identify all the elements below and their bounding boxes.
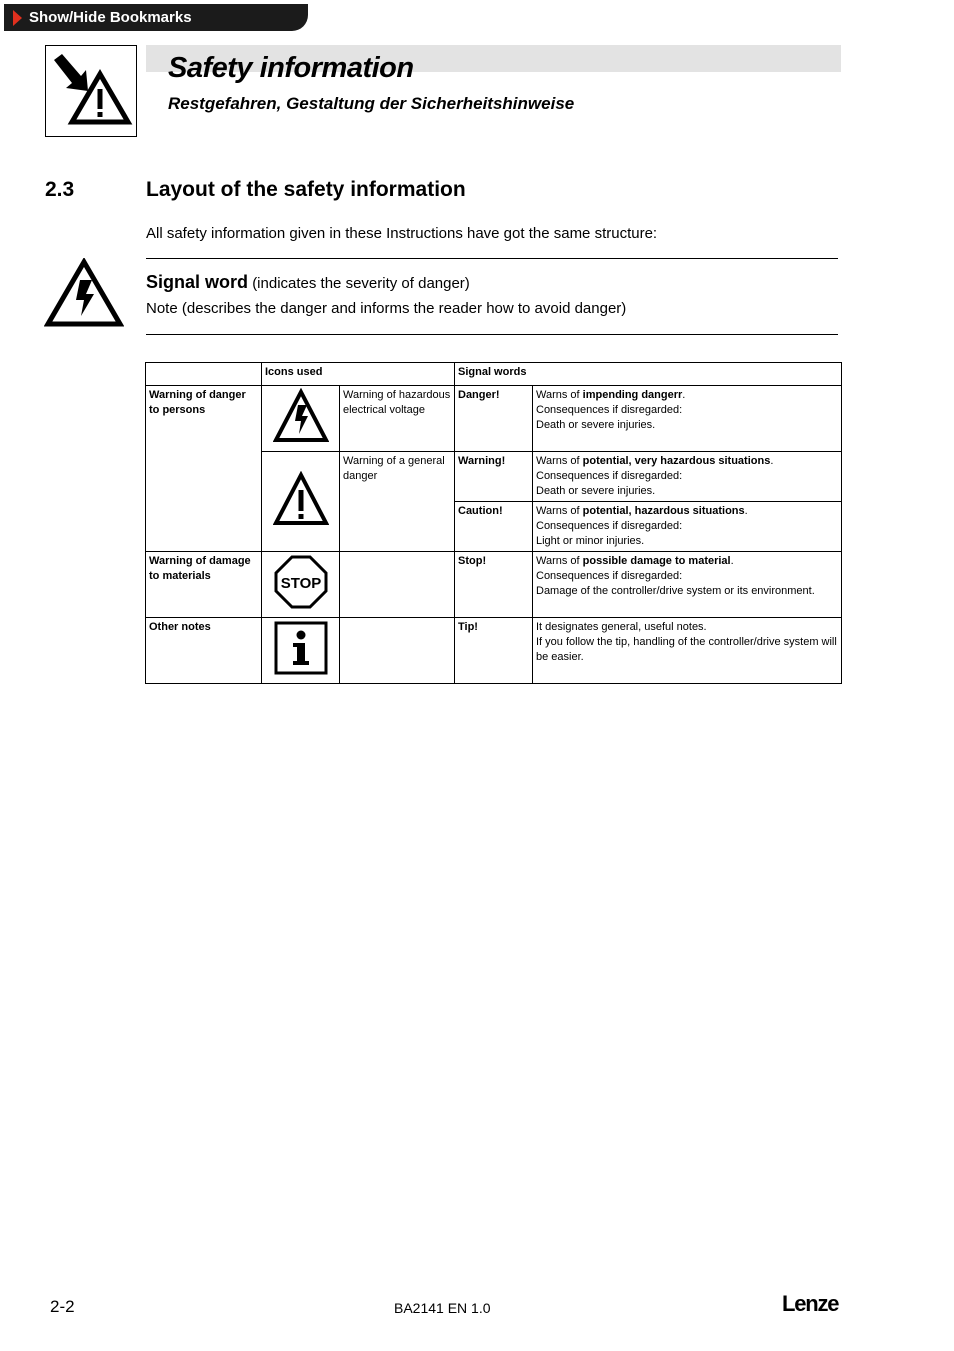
signal-word-cell: Warning! bbox=[455, 452, 533, 502]
icon-description: Warning of a general danger bbox=[340, 452, 455, 552]
svg-text:STOP: STOP bbox=[280, 575, 321, 592]
category-cell: Warning of damage to materials bbox=[146, 552, 262, 618]
electrical-hazard-icon bbox=[273, 388, 329, 444]
category-cell: Other notes bbox=[146, 618, 262, 684]
category-cell: Warning of danger to persons bbox=[146, 386, 262, 552]
general-danger-icon bbox=[273, 471, 329, 527]
page-number: 2-2 bbox=[50, 1297, 75, 1316]
divider bbox=[146, 334, 838, 335]
lenze-logo: Lenze bbox=[782, 1291, 839, 1316]
bookmarks-label: Show/Hide Bookmarks bbox=[29, 9, 192, 26]
table-row bbox=[146, 618, 842, 684]
chapter-warning-icon bbox=[45, 45, 137, 137]
icon-description: Warning of hazardous electrical voltage bbox=[340, 386, 455, 452]
table-row bbox=[146, 552, 842, 618]
signal-word-cell: Danger! bbox=[455, 386, 533, 452]
document-id: BA2141 EN 1.0 bbox=[394, 1300, 491, 1316]
show-hide-bookmarks-button[interactable] bbox=[4, 4, 308, 31]
table-header-signal-words: Signal words bbox=[455, 363, 842, 386]
signal-word-line bbox=[146, 272, 470, 293]
divider bbox=[146, 258, 838, 259]
signal-word-note: (indicates the severity of danger) bbox=[252, 275, 470, 292]
table-row bbox=[146, 386, 842, 452]
section-number: 2.3 bbox=[45, 178, 75, 201]
icon-cell bbox=[262, 452, 340, 552]
signal-description: Warns of potential, very hazardous situations. Consequences if disregarded: Death or severe injuries. bbox=[533, 452, 842, 502]
icon-description bbox=[340, 552, 455, 618]
table-header-cell bbox=[146, 363, 262, 386]
icon-cell bbox=[262, 386, 340, 452]
table-header-icons: Icons used bbox=[262, 363, 455, 386]
icon-cell bbox=[262, 618, 340, 684]
signal-word-cell: Stop! bbox=[455, 552, 533, 618]
icon-description bbox=[340, 618, 455, 684]
icon-cell bbox=[262, 552, 340, 618]
stop-sign-icon bbox=[273, 554, 329, 610]
triangle-right-icon bbox=[13, 10, 22, 26]
note-line: Note (describes the danger and informs the reader how to avoid danger) bbox=[146, 300, 627, 317]
signal-description: Warns of impending dangerr. Consequences if disregarded: Death or severe injuries. bbox=[533, 386, 842, 452]
signal-description: Warns of potential, hazardous situations. Consequences if disregarded: Light or minor injuries. bbox=[533, 502, 842, 552]
signal-word: Signal word bbox=[146, 272, 249, 292]
electrical-hazard-icon bbox=[44, 258, 124, 333]
table-header-row bbox=[146, 363, 842, 386]
section-title: Layout of the safety information bbox=[146, 178, 466, 201]
info-icon bbox=[273, 620, 329, 676]
section-intro: All safety information given in these Instructions have got the same structure: bbox=[146, 225, 658, 242]
page-subtitle: Restgefahren, Gestaltung der Sicherheitshinweise bbox=[168, 94, 575, 113]
signal-word-cell: Caution! bbox=[455, 502, 533, 552]
signal-words-table bbox=[145, 362, 842, 684]
page-title: Safety information bbox=[168, 52, 414, 84]
signal-description: Warns of possible damage to material. Consequences if disregarded: Damage of the controller/drive system or its environment. bbox=[533, 552, 842, 618]
signal-word-cell: Tip! bbox=[455, 618, 533, 684]
signal-description: It designates general, useful notes. If you follow the tip, handling of the controller/drive system will be easier. bbox=[533, 618, 842, 684]
